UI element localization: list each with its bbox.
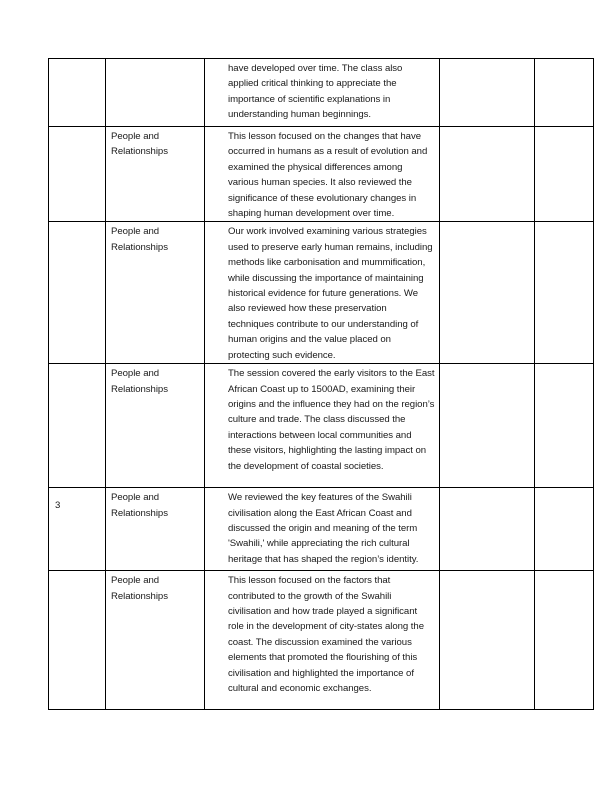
table-row <box>49 488 594 571</box>
strand-cell <box>106 59 205 127</box>
empty-cell-col5 <box>535 59 594 127</box>
summary-text: This lesson focused on the factors that contributed to the growth of the Swahili civilisation and how trade played a significant role in the development of city-states along the coast. The discussion examined the various elements that promoted the flourishing of this civilisation and highlighted the importance of cultural and economic exchanges. <box>228 575 424 694</box>
week-cell <box>49 571 106 710</box>
strand-cell <box>106 127 205 222</box>
week-cell <box>49 222 106 364</box>
strand-text: People and Relationships <box>111 226 168 253</box>
summary-cell <box>205 364 440 488</box>
summary-text: This lesson focused on the changes that have occurred in humans as a result of evolution and examined the physical differences among various human species. It also reviewed the significance of these evolutionary changes in shaping human development over time. <box>228 131 428 220</box>
summary-text: We reviewed the key features of the Swahili civilisation along the East African Coast and discussed the origin and meaning of the term 'Swahili,' while appreciating the rich cultural heritage that has shaped the region’s identity. <box>228 492 419 565</box>
empty-cell-col5 <box>535 222 594 364</box>
table-row <box>49 571 594 710</box>
summary-cell <box>205 571 440 710</box>
summary-cell <box>205 488 440 571</box>
strand-text: People and Relationships <box>111 368 168 395</box>
strand-cell <box>106 571 205 710</box>
week-cell <box>49 59 106 127</box>
table-row <box>49 222 594 364</box>
summary-cell <box>205 59 440 127</box>
week-number: 3 <box>55 500 61 512</box>
empty-cell-col4 <box>440 127 535 222</box>
empty-cell-col5 <box>535 364 594 488</box>
summary-text: The session covered the early visitors to the East African Coast up to 1500AD, examining their origins and the influence they had on the region’s culture and trade. The class discussed the interactions between local communities and these visitors, highlighting the lasting impact on the development of coastal societies. <box>228 368 435 472</box>
strand-cell <box>106 488 205 571</box>
empty-cell-col4 <box>440 571 535 710</box>
summary-text: have developed over time. The class also applied critical thinking to appreciate the importance of scientific explanations in understanding human beginnings. <box>228 63 403 121</box>
strand-text: People and Relationships <box>111 575 168 602</box>
strand-text: People and Relationships <box>111 131 168 158</box>
table-row <box>49 364 594 488</box>
empty-cell-col4 <box>440 364 535 488</box>
strand-text: People and Relationships <box>111 492 168 519</box>
strand-cell <box>106 364 205 488</box>
empty-cell-col4 <box>440 222 535 364</box>
summary-cell <box>205 127 440 222</box>
table-row <box>49 59 594 127</box>
empty-cell-col5 <box>535 488 594 571</box>
empty-cell-col5 <box>535 571 594 710</box>
summary-text: Our work involved examining various strategies used to preserve early human remains, including methods like carbonisation and mummification, while discussing the importance of maintaining historical evidence for future generations. We also reviewed how these preservation techniques contribute to our understanding of human origins and the value placed on protecting such evidence. <box>228 226 433 361</box>
week-cell <box>49 127 106 222</box>
empty-cell-col4 <box>440 59 535 127</box>
strand-cell <box>106 222 205 364</box>
week-cell <box>49 488 106 571</box>
empty-cell-col4 <box>440 488 535 571</box>
week-cell <box>49 364 106 488</box>
summary-cell <box>205 222 440 364</box>
table-row <box>49 127 594 222</box>
lesson-summary-table <box>48 58 594 710</box>
empty-cell-col5 <box>535 127 594 222</box>
